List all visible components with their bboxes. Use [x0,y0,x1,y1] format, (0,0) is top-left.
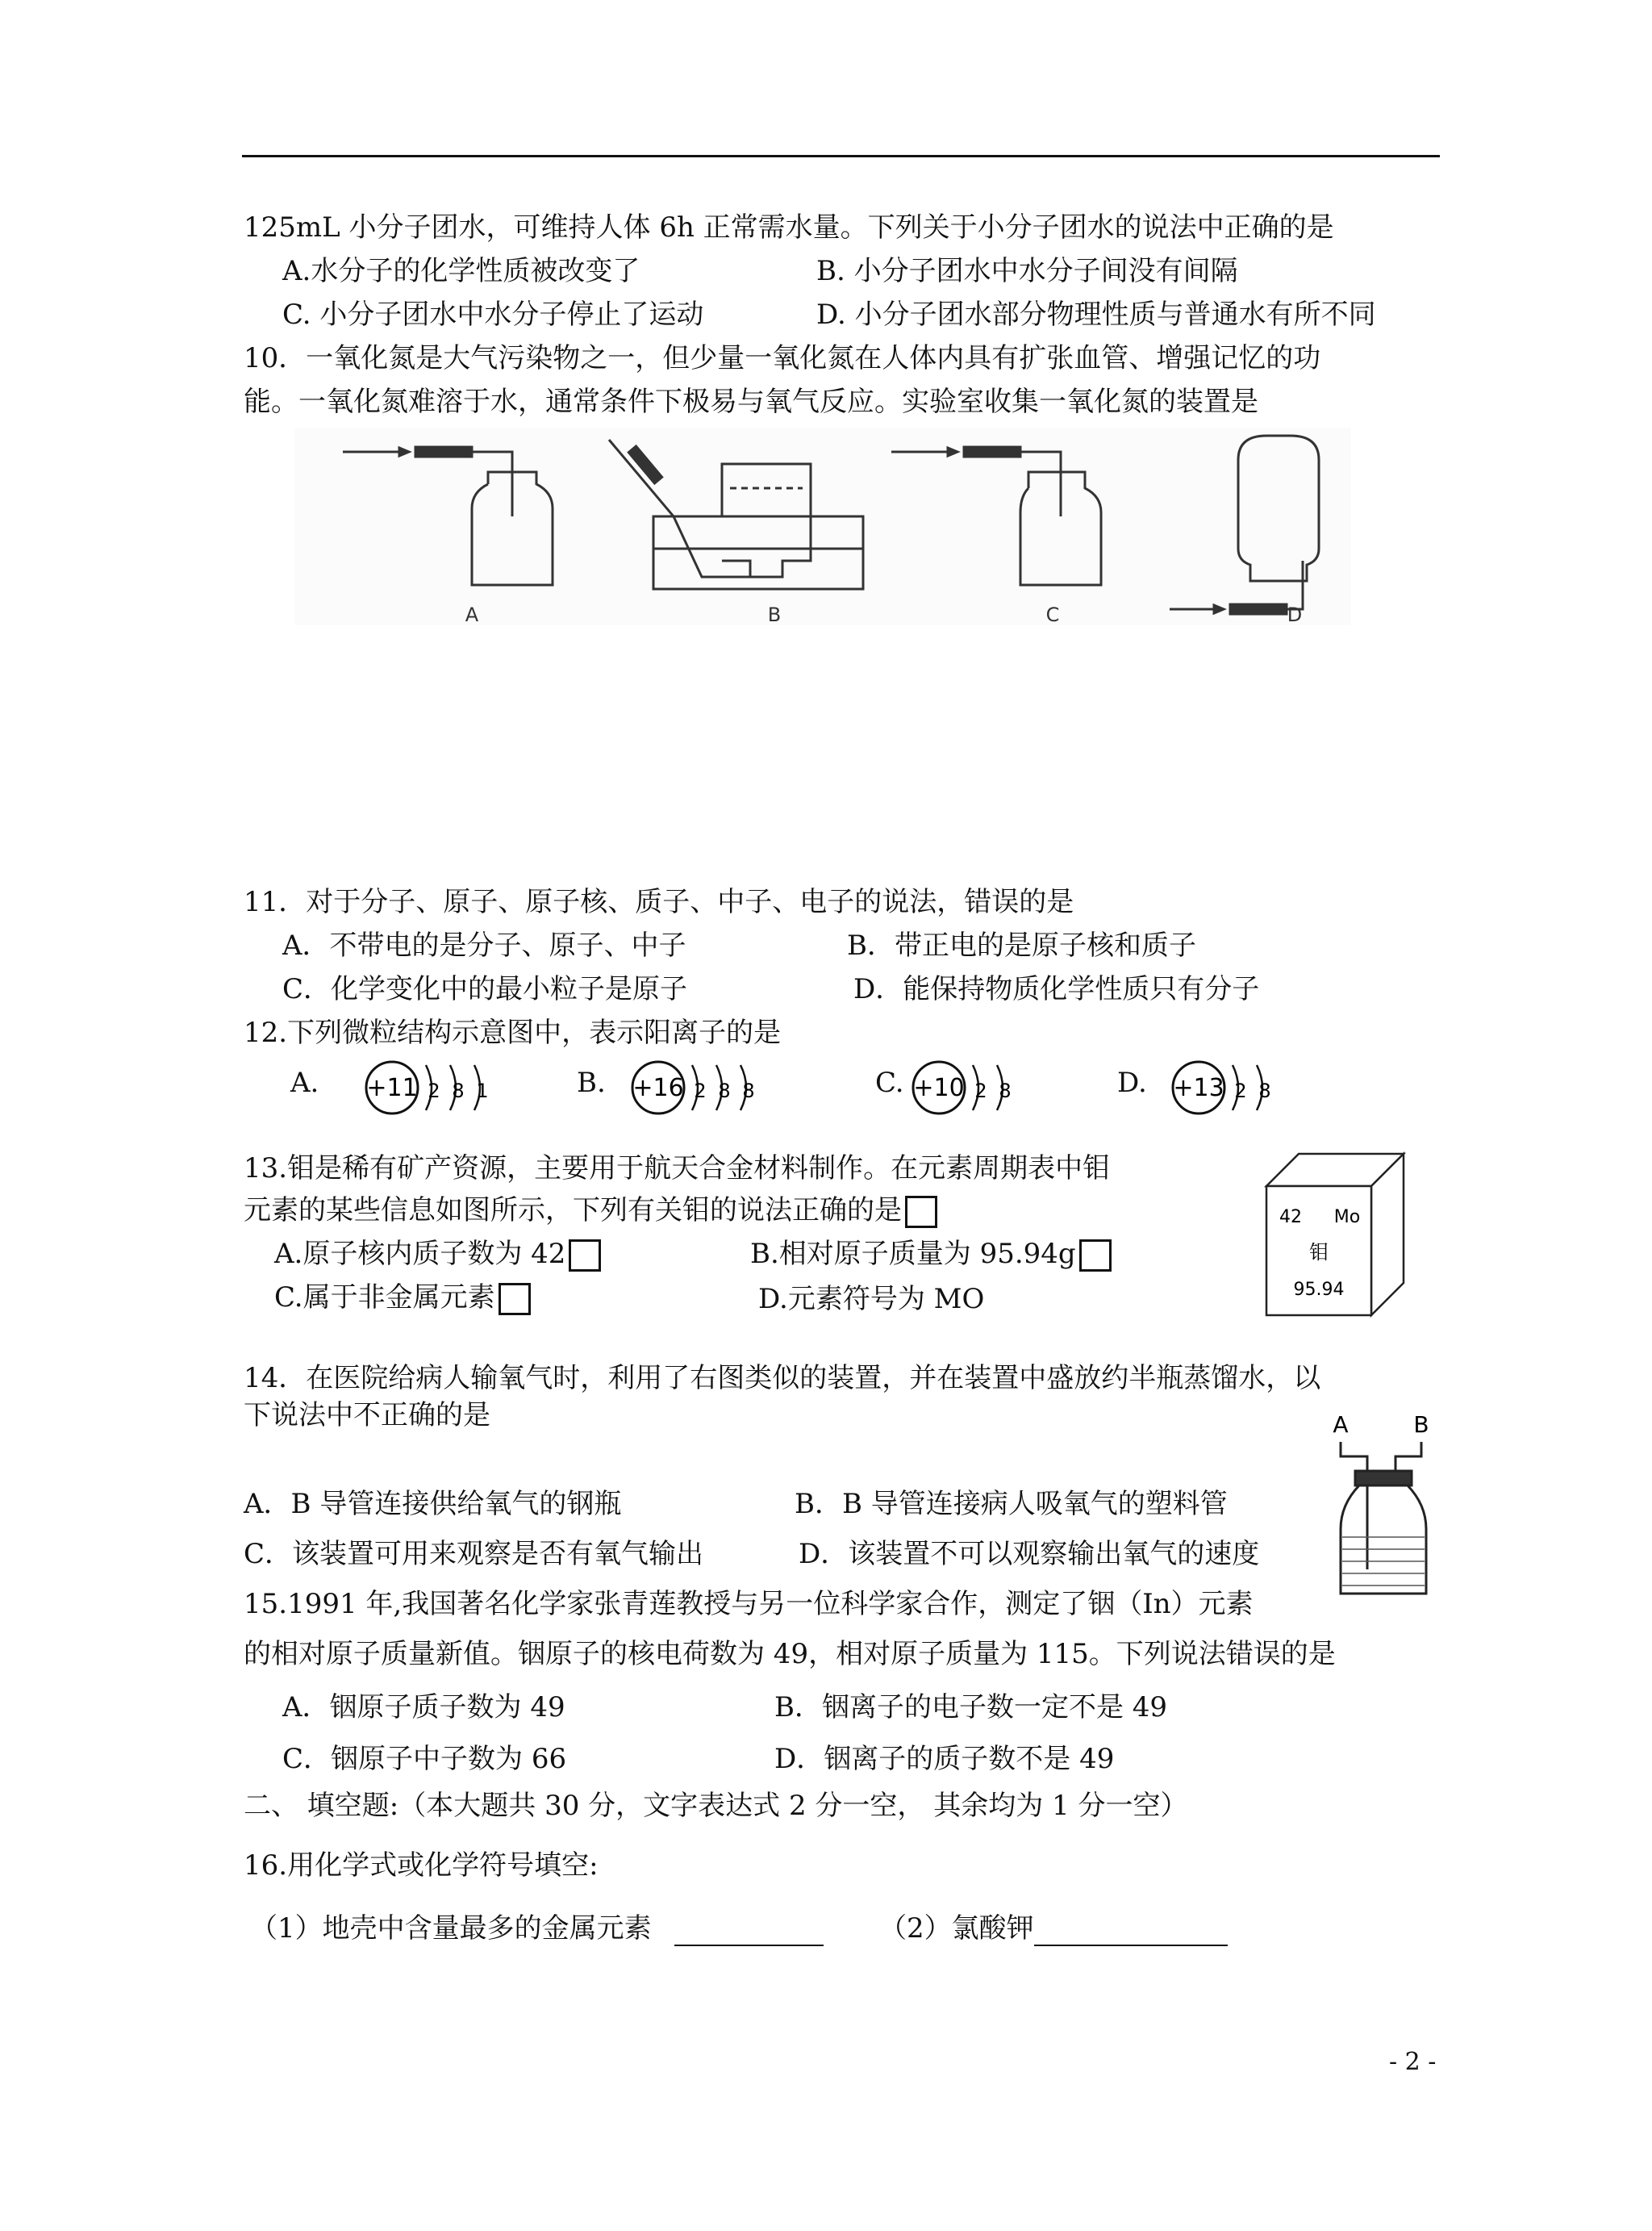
q13-option-b-box[interactable] [1079,1239,1112,1272]
q10-line1: 10．一氧化氮是大气污染物之一，但少量一氧化氮在人体内具有扩张血管、增强记忆的功 [244,342,1321,374]
q14-line2: 下说法中不正确的是 [244,1399,490,1431]
svg-text:Mo: Mo [1333,1207,1361,1227]
apparatus-label-d: D [1287,604,1303,625]
q13-line2: 元素的某些信息如图所示，下列有关钼的说法正确的是 [244,1194,902,1226]
svg-text:8: 8 [999,1080,1012,1102]
svg-text:8: 8 [718,1080,731,1102]
q12-option-d-letter: D. [1117,1067,1147,1099]
q9-option-a: A.水分子的化学性质被改变了 [282,255,640,287]
q13-option-c: C.属于非金属元素 [274,1281,495,1314]
q13-option-d: D.元素符号为 MO [758,1283,985,1315]
q11-stem: 11．对于分子、原子、原子核、质子、中子、电子的说法，错误的是 [244,886,1074,918]
element-card-mo [1262,1150,1408,1319]
svg-text:B: B [1413,1411,1429,1438]
q13-answer-box[interactable] [905,1196,937,1228]
q11-option-a: A．不带电的是分子、原子、中子 [282,930,686,962]
q13-line1: 13.钼是稀有矿产资源，主要用于航天合金材料制作。在元素周期表中钼 [244,1152,1111,1184]
q13-option-a-wrap [274,1238,601,1272]
q16-item2-blank[interactable] [1034,1912,1228,1946]
svg-text:8: 8 [1258,1080,1271,1102]
q15-option-a: A．铟原子质子数为 49 [282,1691,565,1723]
svg-text:42: 42 [1279,1207,1302,1227]
q9-option-d: D. 小分子团水部分物理性质与普通水有所不同 [816,299,1376,331]
q13-option-a-box[interactable] [569,1239,601,1272]
q10-line2: 能。一氧化氮难溶于水，通常条件下极易与氧气反应。实验室收集一氧化氮的装置是 [244,386,1258,418]
q15-option-b: B．铟离子的电子数一定不是 49 [774,1691,1168,1723]
q16-item1-wrap [250,1912,824,1946]
q12-option-b-letter: B. [577,1067,606,1099]
header-rule [242,155,1440,157]
svg-text:+13: +13 [1173,1074,1224,1102]
svg-text:+16: +16 [632,1074,684,1102]
q14-option-d: D．该装置不可以观察输出氧气的速度 [799,1538,1260,1570]
svg-text:2: 2 [974,1080,987,1102]
q13-line2-wrap [244,1194,937,1228]
svg-text:8: 8 [742,1080,755,1102]
q12-atom-diagram-c [910,1055,1031,1120]
q9-option-c: C. 小分子团水中水分子停止了运动 [282,299,704,331]
q16-item2-wrap [879,1912,1228,1946]
q14-option-b: B．B 导管连接病人吸氧气的塑料管 [795,1488,1228,1520]
q9-stem: 125mL 小分子团水，可维持人体 6h 正常需水量。下列关于小分子团水的说法中正确的是 [244,211,1334,244]
svg-text:2: 2 [694,1080,707,1102]
q13-option-b: B.相对原子质量为 95.94g [750,1238,1076,1270]
svg-text:2: 2 [1234,1080,1247,1102]
page-number: - 2 - [1389,2048,1437,2076]
svg-text:1: 1 [476,1080,489,1102]
q13-option-c-wrap [274,1281,531,1315]
q16-item2-label: （2）氯酸钾 [879,1912,1034,1945]
q12-atom-diagram-a [363,1055,508,1120]
q11-option-b: B．带正电的是原子核和质子 [847,930,1196,962]
q15-option-d: D．铟离子的质子数不是 49 [774,1743,1115,1775]
apparatus-label-c: C [1045,604,1060,625]
q12-option-a-letter: A. [290,1067,319,1099]
svg-text:8: 8 [452,1080,465,1102]
svg-text:+10: +10 [913,1074,965,1102]
q16-item1-label: （1）地壳中含量最多的金属元素 [250,1912,652,1945]
q12-option-c-letter: C. [875,1067,904,1099]
q13-option-b-wrap [750,1238,1112,1272]
svg-text:2: 2 [428,1080,440,1102]
apparatus-label-a: A [465,604,479,625]
svg-text:95.94: 95.94 [1293,1280,1345,1300]
q12-stem: 12.下列微粒结构示意图中，表示阳离子的是 [244,1017,782,1049]
q14-option-a: A．B 导管连接供给氧气的钢瓶 [244,1488,622,1520]
q15-line1: 15.1991 年,我国著名化学家张青莲教授与另一位科学家合作，测定了铟（In）元素 [244,1588,1254,1620]
apparatus-label-b: B [767,604,782,625]
q13-option-a: A.原子核内质子数为 42 [274,1238,566,1270]
q14-option-c: C．该装置可用来观察是否有氧气输出 [244,1538,704,1570]
q11-option-d: D．能保持物质化学性质只有分子 [853,973,1260,1005]
q11-option-c: C．化学变化中的最小粒子是原子 [282,973,688,1005]
gas-collection-apparatus-figure [294,428,1351,625]
svg-text:+11: +11 [366,1074,418,1102]
q16-item1-blank[interactable] [674,1912,824,1946]
q15-option-c: C．铟原子中子数为 66 [282,1743,567,1775]
q15-line2: 的相对原子质量新值。铟原子的核电荷数为 49，相对原子质量为 115。下列说法错误的是 [244,1638,1336,1670]
q13-option-c-box[interactable] [499,1283,531,1315]
q9-option-b: B. 小分子团水中水分子间没有间隔 [816,255,1238,287]
q14-line1: 14．在医院给病人输氧气时，利用了右图类似的装置，并在装置中盛放约半瓶蒸馏水，以 [244,1362,1321,1394]
oxygen-humidifier-bottle-figure [1323,1408,1444,1602]
q12-atom-diagram-d [1170,1055,1291,1120]
q12-atom-diagram-b [629,1055,774,1120]
section-2-heading: 二、 填空题:（本大题共 30 分，文字表达式 2 分一空， 其余均为 1 分一空） [244,1790,1188,1822]
q16-stem: 16.用化学式或化学符号填空: [244,1849,599,1882]
svg-text:A: A [1333,1411,1349,1438]
svg-text:钼: 钼 [1309,1241,1329,1264]
